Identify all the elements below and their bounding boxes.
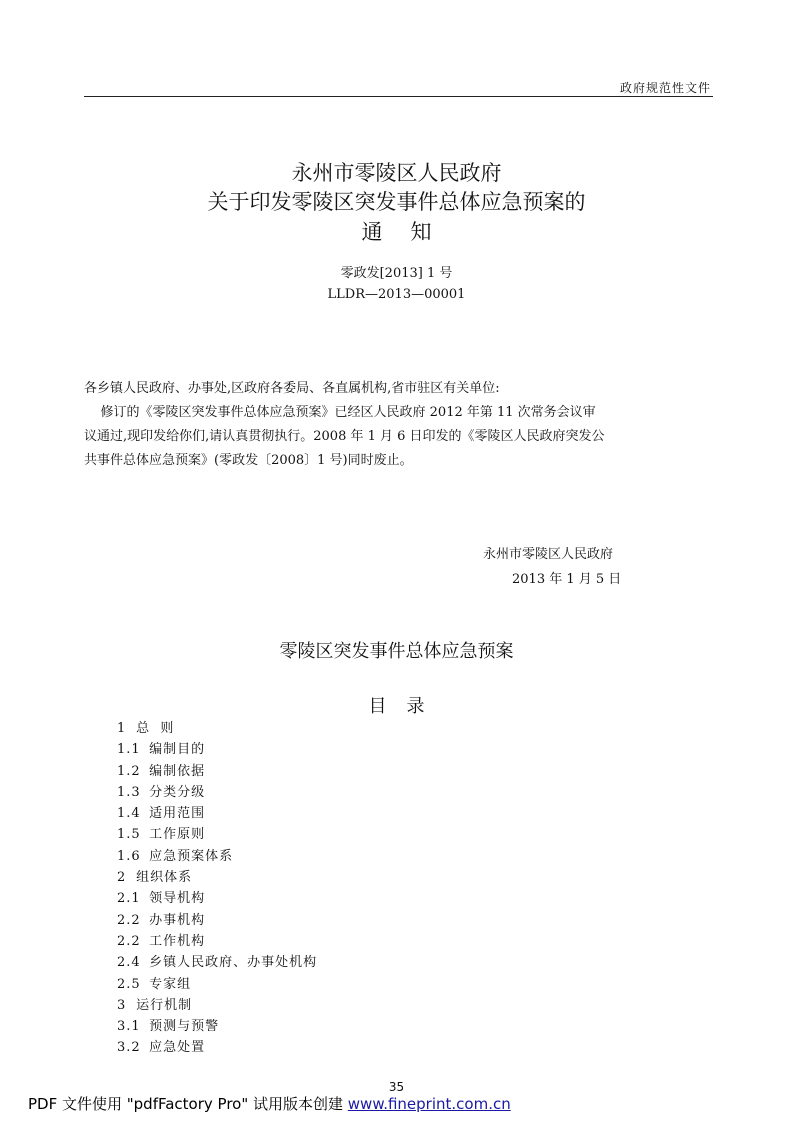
toc-item-number: 3 bbox=[117, 997, 127, 1013]
toc-item-number: 1.6 bbox=[117, 848, 141, 864]
signature-issuer: 永州市零陵区人民政府 bbox=[483, 547, 614, 562]
toc-item-number: 1.3 bbox=[117, 784, 141, 800]
toc-item-number: 1.4 bbox=[117, 806, 141, 822]
notice-paragraph-line: 修订的《零陵区突发事件总体应急预案》已经区人民政府 2012 年第 11 次常务会议审 bbox=[84, 405, 596, 420]
toc-item-label: 专家组 bbox=[149, 976, 192, 992]
document-title-line-2: 关于印发零陵区突发事件总体应急预案的 bbox=[207, 190, 586, 214]
registration-number: LLDR—2013—00001 bbox=[327, 287, 466, 302]
toc-item-label: 工作原则 bbox=[149, 827, 206, 843]
footer-link[interactable]: www.fineprint.com.cn bbox=[347, 1095, 511, 1113]
toc-item-label: 领导机构 bbox=[149, 891, 206, 907]
toc-item[interactable] bbox=[117, 1037, 317, 1058]
toc-item-label: 工作机构 bbox=[149, 933, 206, 949]
toc-item-number: 1.2 bbox=[117, 763, 141, 779]
header-divider bbox=[84, 96, 713, 97]
toc-item-number: 2.1 bbox=[117, 891, 141, 907]
document-title-line-1: 永州市零陵区人民政府 bbox=[291, 161, 502, 185]
toc-item[interactable] bbox=[117, 824, 317, 845]
toc-item-label: 组织体系 bbox=[136, 870, 193, 886]
toc-item-label: 编制目的 bbox=[149, 742, 206, 758]
issue-number: 零政发[2013] 1 号 bbox=[340, 266, 453, 281]
toc-title: 目录 bbox=[368, 696, 445, 717]
notice-paragraph-line: 议通过,现印发给你们,请认真贯彻执行。2008 年 1 月 6 日印发的《零陵区人民政府突发公 bbox=[84, 429, 605, 444]
toc-item-number: 1.5 bbox=[117, 827, 141, 843]
toc-item-label: 适用范围 bbox=[149, 806, 206, 822]
toc-item[interactable] bbox=[117, 931, 317, 952]
toc-item-number: 2.2 bbox=[117, 933, 141, 949]
toc-item-label: 预测与预警 bbox=[149, 1019, 220, 1035]
toc-item-number: 2.5 bbox=[117, 976, 141, 992]
toc-item[interactable] bbox=[117, 867, 317, 888]
toc-item-label: 乡镇人民政府、办事处机构 bbox=[149, 955, 318, 971]
document-title-line-3: 通知 bbox=[361, 220, 460, 244]
toc-item[interactable] bbox=[117, 952, 317, 973]
plan-title: 零陵区突发事件总体应急预案 bbox=[279, 641, 514, 662]
toc-item-label: 应急处置 bbox=[149, 1040, 206, 1056]
pdf-footer bbox=[28, 1093, 511, 1114]
toc-item-label: 运行机制 bbox=[136, 997, 193, 1013]
page-number: 35 bbox=[388, 1080, 405, 1094]
toc-item[interactable] bbox=[117, 910, 317, 931]
toc-item-number: 2 bbox=[117, 870, 127, 886]
toc-item[interactable] bbox=[117, 846, 317, 867]
toc-item-label: 总 则 bbox=[136, 721, 175, 736]
toc-item[interactable] bbox=[117, 718, 317, 739]
toc-item-number: 2.2 bbox=[117, 912, 141, 928]
toc-item[interactable] bbox=[117, 782, 317, 803]
toc-item-label: 分类分级 bbox=[149, 784, 206, 800]
signature-date: 2013 年 1 月 5 日 bbox=[512, 572, 622, 587]
toc-item[interactable] bbox=[117, 995, 317, 1016]
toc-item-number: 2.4 bbox=[117, 955, 141, 971]
footer-text: PDF 文件使用 "pdfFactory Pro" 试用版本创建 bbox=[28, 1095, 348, 1113]
toc-item-label: 应急预案体系 bbox=[149, 848, 234, 864]
toc-item-label: 办事机构 bbox=[149, 912, 206, 928]
toc-item[interactable] bbox=[117, 803, 317, 824]
toc-item[interactable] bbox=[117, 974, 317, 995]
toc-item-number: 3.2 bbox=[117, 1040, 141, 1056]
notice-paragraph bbox=[84, 401, 724, 473]
toc-item-number: 1 bbox=[117, 721, 127, 736]
toc-item-label: 编制依据 bbox=[149, 763, 206, 779]
toc-item[interactable] bbox=[117, 761, 317, 782]
addressee-line: 各乡镇人民政府、办事处,区政府各委局、各直属机构,省市驻区有关单位: bbox=[84, 381, 500, 396]
toc-item[interactable] bbox=[117, 1016, 317, 1037]
toc-item[interactable] bbox=[117, 739, 317, 760]
notice-paragraph-line: 共事件总体应急预案》(零政发〔2008〕1 号)同时废止。 bbox=[84, 453, 413, 468]
toc-item[interactable] bbox=[117, 888, 317, 909]
toc-item-number: 3.1 bbox=[117, 1019, 141, 1035]
table-of-contents bbox=[117, 718, 317, 1059]
header-label: 政府规范性文件 bbox=[619, 81, 711, 95]
toc-item-number: 1.1 bbox=[117, 742, 141, 758]
